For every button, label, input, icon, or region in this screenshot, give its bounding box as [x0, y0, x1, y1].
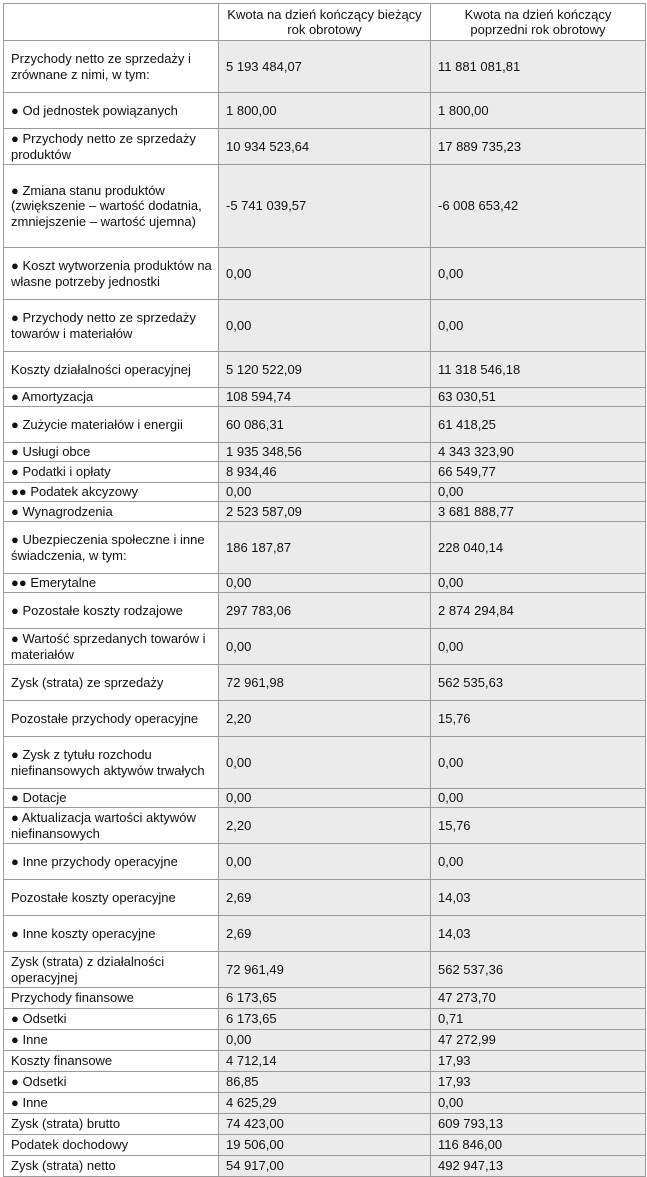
- row-label: Przychody finansowe: [4, 988, 219, 1009]
- row-label: ● Pozostałe koszty rodzajowe: [4, 593, 219, 629]
- header-previous-year: Kwota na dzień kończący poprzedni rok obrotowy: [431, 4, 646, 41]
- previous-year-value: 0,00: [431, 574, 646, 593]
- row-label: Koszty finansowe: [4, 1051, 219, 1072]
- table-row: [4, 1051, 646, 1072]
- previous-year-value: 4 343 323,90: [431, 443, 646, 462]
- row-label: Zysk (strata) ze sprzedaży: [4, 665, 219, 701]
- current-year-value: -5 741 039,57: [219, 165, 431, 248]
- current-year-value: 5 193 484,07: [219, 41, 431, 93]
- current-year-value: 0,00: [219, 1030, 431, 1051]
- table-row: [4, 352, 646, 388]
- current-year-value: 74 423,00: [219, 1114, 431, 1135]
- current-year-value: 186 187,87: [219, 522, 431, 574]
- row-label: ● Zmiana stanu produktów (zwiększenie – wartość dodatnia, zmniejszenie – wartość ujemna): [4, 165, 219, 248]
- row-label: ● Od jednostek powiązanych: [4, 93, 219, 129]
- row-label: ● Koszt wytworzenia produktów na własne potrzeby jednostki: [4, 248, 219, 300]
- previous-year-value: 0,71: [431, 1009, 646, 1030]
- current-year-value: 0,00: [219, 844, 431, 880]
- previous-year-value: 17,93: [431, 1051, 646, 1072]
- previous-year-value: 0,00: [431, 789, 646, 808]
- current-year-value: 6 173,65: [219, 988, 431, 1009]
- table-row: [4, 388, 646, 407]
- current-year-value: 0,00: [219, 300, 431, 352]
- table-row: [4, 1156, 646, 1177]
- current-year-value: 1 935 348,56: [219, 443, 431, 462]
- current-year-value: 0,00: [219, 789, 431, 808]
- current-year-value: 5 120 522,09: [219, 352, 431, 388]
- current-year-value: 2 523 587,09: [219, 502, 431, 522]
- previous-year-value: 47 273,70: [431, 988, 646, 1009]
- previous-year-value: 0,00: [431, 248, 646, 300]
- current-year-value: 86,85: [219, 1072, 431, 1093]
- financial-statement-table: [3, 3, 646, 1177]
- previous-year-value: 562 535,63: [431, 665, 646, 701]
- table-row: [4, 701, 646, 737]
- row-label: ● Zużycie materiałów i energii: [4, 407, 219, 443]
- table-row: [4, 789, 646, 808]
- previous-year-value: 116 846,00: [431, 1135, 646, 1156]
- header-row: [4, 4, 646, 41]
- row-label: ● Dotacje: [4, 789, 219, 808]
- current-year-value: 0,00: [219, 629, 431, 665]
- current-year-value: 2,69: [219, 916, 431, 952]
- table-row: [4, 1072, 646, 1093]
- row-label: ● Usługi obce: [4, 443, 219, 462]
- row-label: ● Odsetki: [4, 1009, 219, 1030]
- previous-year-value: 0,00: [431, 737, 646, 789]
- previous-year-value: 11 881 081,81: [431, 41, 646, 93]
- table-row: [4, 502, 646, 522]
- table-row: [4, 483, 646, 502]
- row-label: Pozostałe przychody operacyjne: [4, 701, 219, 737]
- table-row: [4, 665, 646, 701]
- header-blank-cell: [4, 4, 219, 41]
- current-year-value: 10 934 523,64: [219, 129, 431, 165]
- current-year-value: 0,00: [219, 483, 431, 502]
- current-year-value: 0,00: [219, 574, 431, 593]
- table-row: [4, 1009, 646, 1030]
- row-label: ● Przychody netto ze sprzedaży towarów i materiałów: [4, 300, 219, 352]
- row-label: ● Inne: [4, 1030, 219, 1051]
- table-row: [4, 462, 646, 483]
- current-year-value: 19 506,00: [219, 1135, 431, 1156]
- table-row: [4, 629, 646, 665]
- table-row: [4, 129, 646, 165]
- table-row: [4, 522, 646, 574]
- previous-year-value: 61 418,25: [431, 407, 646, 443]
- table-row: [4, 988, 646, 1009]
- table-row: [4, 1030, 646, 1051]
- previous-year-value: 0,00: [431, 300, 646, 352]
- previous-year-value: 0,00: [431, 629, 646, 665]
- table-row: [4, 407, 646, 443]
- table-row: [4, 41, 646, 93]
- row-label: ● Podatki i opłaty: [4, 462, 219, 483]
- row-label: ● Zysk z tytułu rozchodu niefinansowych aktywów trwałych: [4, 737, 219, 789]
- previous-year-value: 14,03: [431, 880, 646, 916]
- previous-year-value: 15,76: [431, 808, 646, 844]
- current-year-value: 6 173,65: [219, 1009, 431, 1030]
- row-label: Zysk (strata) brutto: [4, 1114, 219, 1135]
- row-label: Podatek dochodowy: [4, 1135, 219, 1156]
- header-current-year: Kwota na dzień kończący bieżący rok obrotowy: [219, 4, 431, 41]
- table-row: [4, 93, 646, 129]
- row-label: ●● Podatek akcyzowy: [4, 483, 219, 502]
- table-row: [4, 248, 646, 300]
- previous-year-value: 17 889 735,23: [431, 129, 646, 165]
- current-year-value: 72 961,49: [219, 952, 431, 988]
- current-year-value: 108 594,74: [219, 388, 431, 407]
- table-row: [4, 880, 646, 916]
- row-label: ● Odsetki: [4, 1072, 219, 1093]
- previous-year-value: 609 793,13: [431, 1114, 646, 1135]
- current-year-value: 0,00: [219, 737, 431, 789]
- previous-year-value: 66 549,77: [431, 462, 646, 483]
- table-row: [4, 443, 646, 462]
- current-year-value: 54 917,00: [219, 1156, 431, 1177]
- row-label: Pozostałe koszty operacyjne: [4, 880, 219, 916]
- row-label: ● Amortyzacja: [4, 388, 219, 407]
- current-year-value: 72 961,98: [219, 665, 431, 701]
- table-row: [4, 916, 646, 952]
- table-row: [4, 1093, 646, 1114]
- previous-year-value: 47 272,99: [431, 1030, 646, 1051]
- table-row: [4, 808, 646, 844]
- current-year-value: 297 783,06: [219, 593, 431, 629]
- previous-year-value: 11 318 546,18: [431, 352, 646, 388]
- row-label: ● Inne: [4, 1093, 219, 1114]
- current-year-value: 4 712,14: [219, 1051, 431, 1072]
- row-label: Zysk (strata) netto: [4, 1156, 219, 1177]
- previous-year-value: 2 874 294,84: [431, 593, 646, 629]
- previous-year-value: 0,00: [431, 1093, 646, 1114]
- row-label: Zysk (strata) z działalności operacyjnej: [4, 952, 219, 988]
- previous-year-value: 562 537,36: [431, 952, 646, 988]
- previous-year-value: 3 681 888,77: [431, 502, 646, 522]
- row-label: ● Ubezpieczenia społeczne i inne świadczenia, w tym:: [4, 522, 219, 574]
- previous-year-value: 15,76: [431, 701, 646, 737]
- row-label: ● Przychody netto ze sprzedaży produktów: [4, 129, 219, 165]
- current-year-value: 0,00: [219, 248, 431, 300]
- row-label: ● Inne przychody operacyjne: [4, 844, 219, 880]
- previous-year-value: 14,03: [431, 916, 646, 952]
- current-year-value: 2,69: [219, 880, 431, 916]
- previous-year-value: -6 008 653,42: [431, 165, 646, 248]
- previous-year-value: 1 800,00: [431, 93, 646, 129]
- previous-year-value: 63 030,51: [431, 388, 646, 407]
- previous-year-value: 0,00: [431, 483, 646, 502]
- row-label: ● Wartość sprzedanych towarów i materiałów: [4, 629, 219, 665]
- row-label: ● Inne koszty operacyjne: [4, 916, 219, 952]
- row-label: ●● Emerytalne: [4, 574, 219, 593]
- table-row: [4, 844, 646, 880]
- previous-year-value: 17,93: [431, 1072, 646, 1093]
- table-row: [4, 593, 646, 629]
- table-row: [4, 737, 646, 789]
- previous-year-value: 228 040,14: [431, 522, 646, 574]
- table-row: [4, 1114, 646, 1135]
- previous-year-value: 492 947,13: [431, 1156, 646, 1177]
- row-label: ● Aktualizacja wartości aktywów niefinansowych: [4, 808, 219, 844]
- table-row: [4, 574, 646, 593]
- row-label: ● Wynagrodzenia: [4, 502, 219, 522]
- table-row: [4, 165, 646, 248]
- current-year-value: 2,20: [219, 701, 431, 737]
- previous-year-value: 0,00: [431, 844, 646, 880]
- current-year-value: 60 086,31: [219, 407, 431, 443]
- current-year-value: 2,20: [219, 808, 431, 844]
- table-row: [4, 952, 646, 988]
- row-label: Przychody netto ze sprzedaży i zrównane z nimi, w tym:: [4, 41, 219, 93]
- table-row: [4, 1135, 646, 1156]
- current-year-value: 4 625,29: [219, 1093, 431, 1114]
- row-label: Koszty działalności operacyjnej: [4, 352, 219, 388]
- table-row: [4, 300, 646, 352]
- current-year-value: 1 800,00: [219, 93, 431, 129]
- current-year-value: 8 934,46: [219, 462, 431, 483]
